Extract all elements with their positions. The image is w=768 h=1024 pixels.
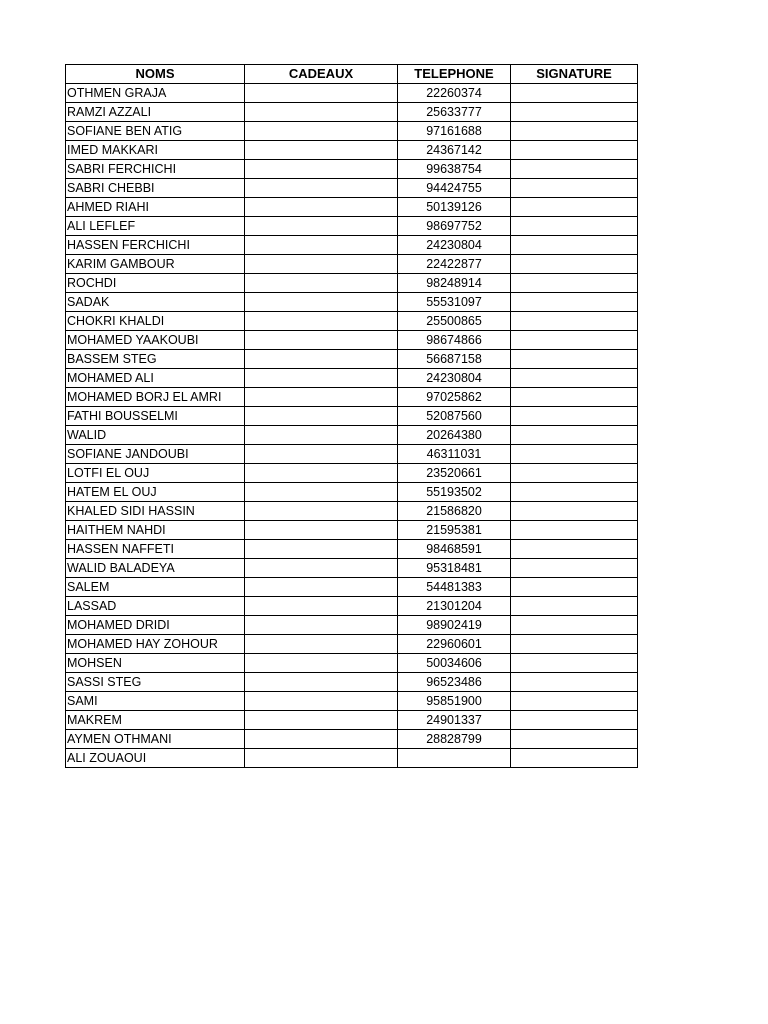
- name-cell: ROCHDI: [66, 274, 245, 293]
- signature-cell: [511, 559, 638, 578]
- table-row: [66, 711, 638, 730]
- phone-cell: 98468591: [398, 540, 511, 559]
- gift-cell: [245, 160, 398, 179]
- signature-cell: [511, 407, 638, 426]
- name-cell: SOFIANE BEN ATIG: [66, 122, 245, 141]
- table-row: [66, 407, 638, 426]
- phone-cell: 95851900: [398, 692, 511, 711]
- phone-cell: 50034606: [398, 654, 511, 673]
- signature-cell: [511, 654, 638, 673]
- phone-cell: 52087560: [398, 407, 511, 426]
- table-row: [66, 236, 638, 255]
- gift-cell: [245, 122, 398, 141]
- gift-cell: [245, 103, 398, 122]
- name-cell: WALID: [66, 426, 245, 445]
- name-cell: SOFIANE JANDOUBI: [66, 445, 245, 464]
- name-cell: MOHAMED YAAKOUBI: [66, 331, 245, 350]
- gift-cell: [245, 350, 398, 369]
- gift-cell: [245, 578, 398, 597]
- phone-cell: 22960601: [398, 635, 511, 654]
- table-row: [66, 464, 638, 483]
- header-signature: SIGNATURE: [511, 65, 638, 84]
- signature-cell: [511, 236, 638, 255]
- gift-cell: [245, 692, 398, 711]
- table-row: [66, 84, 638, 103]
- name-cell: SALEM: [66, 578, 245, 597]
- table-row: [66, 293, 638, 312]
- phone-cell: 55531097: [398, 293, 511, 312]
- phone-cell: 22260374: [398, 84, 511, 103]
- gift-cell: [245, 521, 398, 540]
- signature-cell: [511, 350, 638, 369]
- table-row: [66, 103, 638, 122]
- gift-signature-sheet: [65, 64, 638, 768]
- name-cell: SABRI FERCHICHI: [66, 160, 245, 179]
- table-row: [66, 521, 638, 540]
- signature-cell: [511, 388, 638, 407]
- name-cell: MOHAMED DRIDI: [66, 616, 245, 635]
- header-noms: NOMS: [66, 65, 245, 84]
- name-cell: ALI ZOUAOUI: [66, 749, 245, 768]
- signature-cell: [511, 578, 638, 597]
- phone-cell: 97025862: [398, 388, 511, 407]
- gift-cell: [245, 730, 398, 749]
- name-cell: ALI LEFLEF: [66, 217, 245, 236]
- table-row: [66, 122, 638, 141]
- table-row: [66, 559, 638, 578]
- gift-cell: [245, 654, 398, 673]
- gift-cell: [245, 312, 398, 331]
- phone-cell: 98674866: [398, 331, 511, 350]
- signature-cell: [511, 274, 638, 293]
- header-cadeaux: CADEAUX: [245, 65, 398, 84]
- gift-cell: [245, 331, 398, 350]
- gift-cell: [245, 502, 398, 521]
- signature-cell: [511, 692, 638, 711]
- phone-cell: 21301204: [398, 597, 511, 616]
- name-cell: HASSEN NAFFETI: [66, 540, 245, 559]
- phone-cell: 22422877: [398, 255, 511, 274]
- gift-cell: [245, 369, 398, 388]
- gift-cell: [245, 388, 398, 407]
- signature-cell: [511, 217, 638, 236]
- gift-cell: [245, 179, 398, 198]
- signature-cell: [511, 160, 638, 179]
- phone-cell: 98697752: [398, 217, 511, 236]
- table-row: [66, 445, 638, 464]
- table-row: [66, 483, 638, 502]
- table-row: [66, 331, 638, 350]
- signature-cell: [511, 426, 638, 445]
- table-row: [66, 673, 638, 692]
- signature-cell: [511, 198, 638, 217]
- gift-cell: [245, 407, 398, 426]
- table-row: [66, 597, 638, 616]
- signature-cell: [511, 103, 638, 122]
- phone-cell: 24367142: [398, 141, 511, 160]
- table-row: [66, 198, 638, 217]
- table-row: [66, 274, 638, 293]
- phone-cell: 55193502: [398, 483, 511, 502]
- signature-cell: [511, 616, 638, 635]
- signature-cell: [511, 331, 638, 350]
- phone-cell: 95318481: [398, 559, 511, 578]
- table-row: [66, 160, 638, 179]
- gift-cell: [245, 274, 398, 293]
- gift-cell: [245, 293, 398, 312]
- table-row: [66, 502, 638, 521]
- phone-cell: 21586820: [398, 502, 511, 521]
- table-row: [66, 635, 638, 654]
- table-row: [66, 730, 638, 749]
- phone-cell: 28828799: [398, 730, 511, 749]
- name-cell: SADAK: [66, 293, 245, 312]
- gift-cell: [245, 597, 398, 616]
- phone-cell: 25500865: [398, 312, 511, 331]
- gift-cell: [245, 445, 398, 464]
- table-row: [66, 692, 638, 711]
- name-cell: FATHI BOUSSELMI: [66, 407, 245, 426]
- name-cell: AYMEN OTHMANI: [66, 730, 245, 749]
- phone-cell: 23520661: [398, 464, 511, 483]
- phone-cell: 24901337: [398, 711, 511, 730]
- phone-cell: 50139126: [398, 198, 511, 217]
- gift-cell: [245, 559, 398, 578]
- header-telephone: TELEPHONE: [398, 65, 511, 84]
- table-row: [66, 369, 638, 388]
- gift-cell: [245, 540, 398, 559]
- name-cell: SASSI STEG: [66, 673, 245, 692]
- signature-cell: [511, 749, 638, 768]
- phone-cell: 98248914: [398, 274, 511, 293]
- table-row: [66, 540, 638, 559]
- gift-cell: [245, 198, 398, 217]
- table-row: [66, 578, 638, 597]
- signature-cell: [511, 255, 638, 274]
- signature-cell: [511, 673, 638, 692]
- signature-cell: [511, 502, 638, 521]
- gift-cell: [245, 84, 398, 103]
- name-cell: SABRI CHEBBI: [66, 179, 245, 198]
- phone-cell: 25633777: [398, 103, 511, 122]
- table-row: [66, 141, 638, 160]
- name-cell: MOHSEN: [66, 654, 245, 673]
- signature-cell: [511, 730, 638, 749]
- table-row: [66, 654, 638, 673]
- name-cell: OTHMEN GRAJA: [66, 84, 245, 103]
- signature-cell: [511, 445, 638, 464]
- phone-cell: 96523486: [398, 673, 511, 692]
- signature-cell: [511, 483, 638, 502]
- name-cell: MOHAMED BORJ EL AMRI: [66, 388, 245, 407]
- phone-cell: 24230804: [398, 369, 511, 388]
- name-cell: HASSEN FERCHICHI: [66, 236, 245, 255]
- table-row: [66, 312, 638, 331]
- gift-cell: [245, 464, 398, 483]
- table-row: [66, 616, 638, 635]
- gift-cell: [245, 711, 398, 730]
- name-cell: HAITHEM NAHDI: [66, 521, 245, 540]
- gift-cell: [245, 426, 398, 445]
- phone-cell: 56687158: [398, 350, 511, 369]
- name-cell: MAKREM: [66, 711, 245, 730]
- table-row: [66, 350, 638, 369]
- name-cell: BASSEM STEG: [66, 350, 245, 369]
- signature-cell: [511, 293, 638, 312]
- gift-cell: [245, 483, 398, 502]
- phone-cell: 46311031: [398, 445, 511, 464]
- gift-cell: [245, 217, 398, 236]
- name-cell: KARIM GAMBOUR: [66, 255, 245, 274]
- name-cell: MOHAMED ALI: [66, 369, 245, 388]
- table-row: [66, 179, 638, 198]
- signature-cell: [511, 597, 638, 616]
- name-cell: RAMZI AZZALI: [66, 103, 245, 122]
- gift-cell: [245, 141, 398, 160]
- phone-cell: 54481383: [398, 578, 511, 597]
- name-cell: CHOKRI KHALDI: [66, 312, 245, 331]
- gift-cell: [245, 236, 398, 255]
- gift-cell: [245, 255, 398, 274]
- name-cell: LASSAD: [66, 597, 245, 616]
- signature-cell: [511, 312, 638, 331]
- phone-cell: [398, 749, 511, 768]
- phone-cell: 20264380: [398, 426, 511, 445]
- phone-cell: 21595381: [398, 521, 511, 540]
- gift-cell: [245, 635, 398, 654]
- header-row: [66, 65, 638, 84]
- signature-cell: [511, 141, 638, 160]
- name-cell: AHMED RIAHI: [66, 198, 245, 217]
- signature-cell: [511, 635, 638, 654]
- table-row: [66, 217, 638, 236]
- signature-cell: [511, 122, 638, 141]
- phone-cell: 94424755: [398, 179, 511, 198]
- signature-cell: [511, 540, 638, 559]
- table-row: [66, 388, 638, 407]
- signature-cell: [511, 464, 638, 483]
- name-cell: MOHAMED HAY ZOHOUR: [66, 635, 245, 654]
- gift-cell: [245, 749, 398, 768]
- table-row: [66, 426, 638, 445]
- table-row: [66, 255, 638, 274]
- name-cell: WALID BALADEYA: [66, 559, 245, 578]
- signature-cell: [511, 369, 638, 388]
- name-cell: KHALED SIDI HASSIN: [66, 502, 245, 521]
- name-cell: LOTFI EL OUJ: [66, 464, 245, 483]
- phone-cell: 99638754: [398, 160, 511, 179]
- gift-cell: [245, 673, 398, 692]
- table-body: [66, 84, 638, 768]
- signature-cell: [511, 84, 638, 103]
- signature-cell: [511, 711, 638, 730]
- phone-cell: 24230804: [398, 236, 511, 255]
- signature-cell: [511, 179, 638, 198]
- name-cell: IMED MAKKARI: [66, 141, 245, 160]
- name-cell: SAMI: [66, 692, 245, 711]
- signature-cell: [511, 521, 638, 540]
- phone-cell: 97161688: [398, 122, 511, 141]
- gift-cell: [245, 616, 398, 635]
- table-row: [66, 749, 638, 768]
- name-cell: HATEM EL OUJ: [66, 483, 245, 502]
- phone-cell: 98902419: [398, 616, 511, 635]
